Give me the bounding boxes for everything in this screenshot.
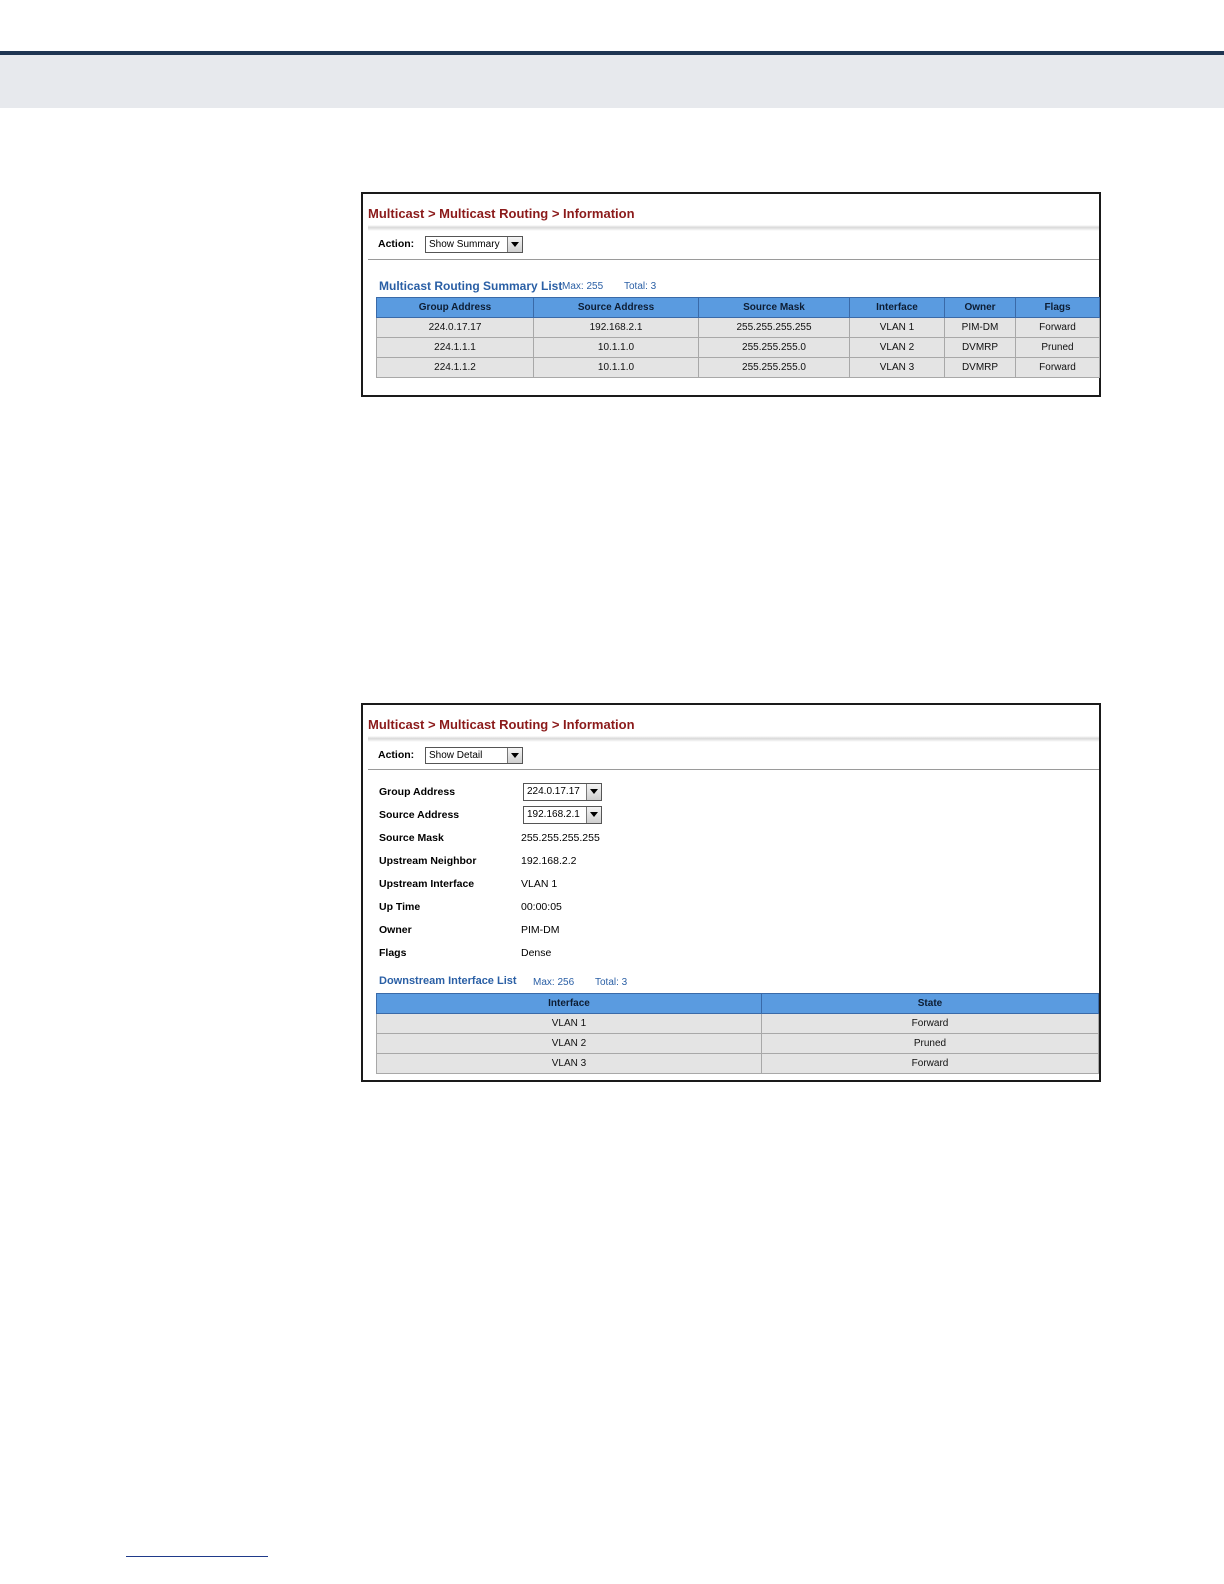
action-select[interactable] bbox=[425, 236, 523, 253]
field-label: Source Mask bbox=[379, 832, 444, 844]
list-title: Multicast Routing Summary List bbox=[379, 279, 563, 293]
field-value: PIM-DM bbox=[521, 924, 560, 936]
table-row bbox=[377, 1034, 1099, 1054]
source-address-value: 192.168.2.1 bbox=[527, 809, 580, 820]
title-divider bbox=[368, 736, 1099, 742]
table-row bbox=[377, 358, 1100, 378]
cell: Pruned bbox=[762, 1034, 1099, 1054]
field-value: 255.255.255.255 bbox=[521, 832, 600, 844]
footer-rule bbox=[126, 1556, 268, 1557]
source-address-select[interactable] bbox=[523, 806, 602, 824]
cell: 255.255.255.0 bbox=[699, 338, 850, 358]
cell: Forward bbox=[1016, 358, 1100, 378]
col-group-address: Group Address bbox=[377, 298, 534, 318]
detail-panel bbox=[361, 703, 1101, 1082]
list-total: Total: 3 bbox=[595, 977, 628, 988]
cell: VLAN 2 bbox=[850, 338, 945, 358]
group-address-value: 224.0.17.17 bbox=[527, 786, 580, 797]
cell: 10.1.1.0 bbox=[534, 338, 699, 358]
field-label: Flags bbox=[379, 947, 407, 959]
action-separator bbox=[368, 769, 1099, 770]
table-row bbox=[377, 1054, 1099, 1074]
cell: Forward bbox=[762, 1014, 1099, 1034]
action-label: Action: bbox=[378, 749, 415, 761]
cell: 255.255.255.255 bbox=[699, 318, 850, 338]
page-header-band bbox=[0, 55, 1224, 108]
action-select-value: Show Summary bbox=[429, 239, 500, 250]
cell: 255.255.255.0 bbox=[699, 358, 850, 378]
col-owner: Owner bbox=[945, 298, 1016, 318]
list-title: Downstream Interface List bbox=[379, 975, 517, 987]
cell: VLAN 3 bbox=[377, 1054, 762, 1074]
col-state: State bbox=[762, 994, 1099, 1014]
table-header-row bbox=[377, 298, 1100, 318]
action-select[interactable] bbox=[425, 747, 523, 764]
cell: 224.0.17.17 bbox=[377, 318, 534, 338]
cell: VLAN 1 bbox=[850, 318, 945, 338]
action-select-value: Show Detail bbox=[429, 750, 483, 761]
field-value: VLAN 1 bbox=[521, 878, 558, 890]
field-value: 192.168.2.2 bbox=[521, 855, 577, 867]
source-address-label: Source Address bbox=[379, 809, 460, 821]
table-row bbox=[377, 338, 1100, 358]
cell: 224.1.1.2 bbox=[377, 358, 534, 378]
field-label: Upstream Interface bbox=[379, 878, 475, 890]
cell: VLAN 2 bbox=[377, 1034, 762, 1054]
field-label: Up Time bbox=[379, 901, 421, 913]
chevron-down-icon[interactable] bbox=[586, 807, 601, 823]
action-label: Action: bbox=[378, 238, 415, 250]
list-max: Max: 256 bbox=[533, 977, 575, 988]
title-divider bbox=[368, 225, 1099, 231]
list-max: Max: 255 bbox=[562, 281, 604, 292]
cell: 192.168.2.1 bbox=[534, 318, 699, 338]
chevron-down-icon[interactable] bbox=[507, 748, 522, 763]
cell: Forward bbox=[762, 1054, 1099, 1074]
chevron-down-icon[interactable] bbox=[507, 237, 522, 252]
col-flags: Flags bbox=[1016, 298, 1100, 318]
cell: PIM-DM bbox=[945, 318, 1016, 338]
cell: DVMRP bbox=[945, 358, 1016, 378]
group-address-label: Group Address bbox=[379, 786, 456, 798]
cell: Forward bbox=[1016, 318, 1100, 338]
cell: VLAN 1 bbox=[377, 1014, 762, 1034]
breadcrumb: Multicast > Multicast Routing > Information bbox=[368, 717, 635, 732]
action-separator bbox=[368, 259, 1099, 260]
field-label: Owner bbox=[379, 924, 412, 936]
field-value: 00:00:05 bbox=[521, 901, 562, 913]
cell: Pruned bbox=[1016, 338, 1100, 358]
table-row bbox=[377, 1014, 1099, 1034]
col-interface: Interface bbox=[850, 298, 945, 318]
summary-table bbox=[376, 297, 1100, 378]
list-total: Total: 3 bbox=[624, 281, 657, 292]
cell: DVMRP bbox=[945, 338, 1016, 358]
field-value: Dense bbox=[521, 947, 552, 959]
col-source-address: Source Address bbox=[534, 298, 699, 318]
col-source-mask: Source Mask bbox=[699, 298, 850, 318]
col-interface: Interface bbox=[377, 994, 762, 1014]
group-address-select[interactable] bbox=[523, 783, 602, 801]
cell: 10.1.1.0 bbox=[534, 358, 699, 378]
table-row bbox=[377, 318, 1100, 338]
downstream-table bbox=[376, 993, 1099, 1074]
summary-panel bbox=[361, 192, 1101, 397]
field-label: Upstream Neighbor bbox=[379, 855, 477, 867]
chevron-down-icon[interactable] bbox=[586, 784, 601, 800]
cell: 224.1.1.1 bbox=[377, 338, 534, 358]
breadcrumb: Multicast > Multicast Routing > Information bbox=[368, 206, 635, 221]
cell: VLAN 3 bbox=[850, 358, 945, 378]
table-header-row bbox=[377, 994, 1099, 1014]
